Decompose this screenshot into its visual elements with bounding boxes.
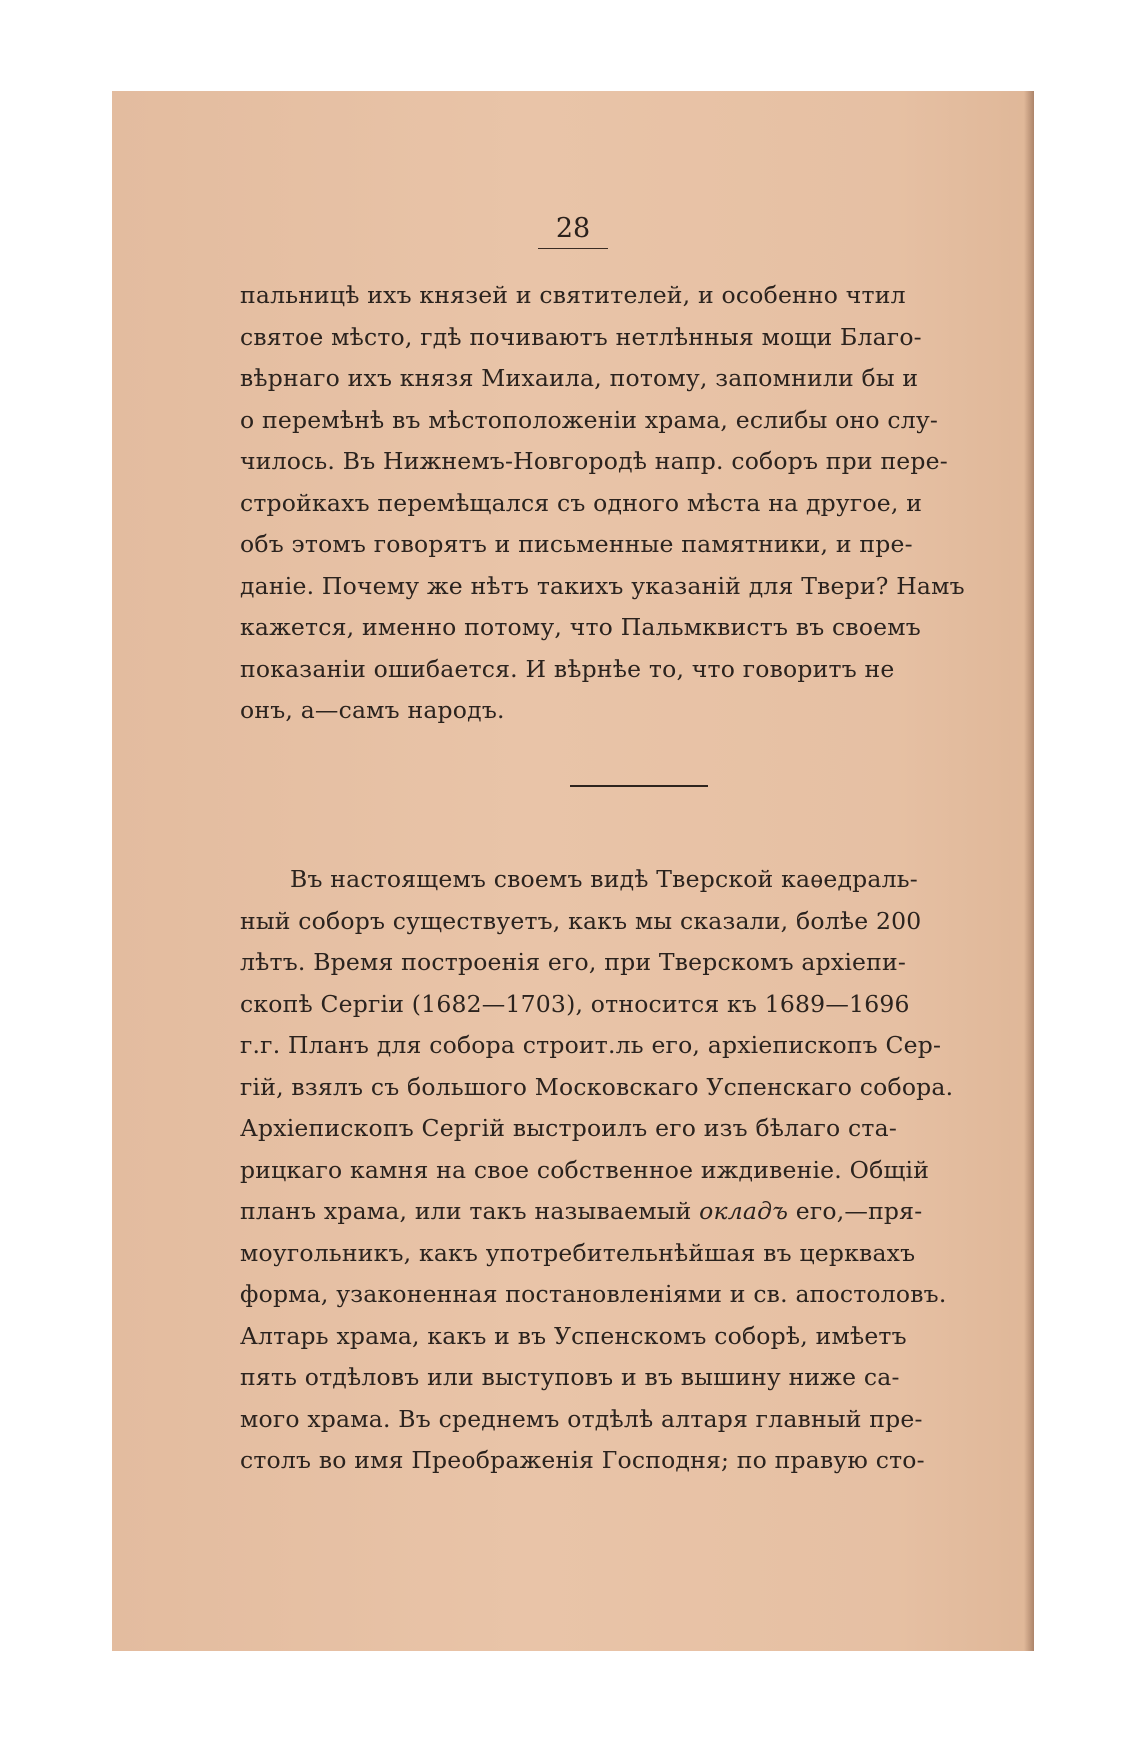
text-line: о перемѣнѣ въ мѣстоположеніи храма, еслибы оно слу- [240, 405, 939, 434]
text-line: столъ во имя Преображенія Господня; по правую сто- [240, 1446, 925, 1474]
text-line: лѣтъ. Время построенія его, при Тверскомъ архіепи- [240, 948, 907, 976]
italic-term: окладъ [699, 1197, 789, 1225]
scanned-page [112, 91, 1034, 1651]
text-line: пальницѣ ихъ князей и святителей, и особенно чтил [240, 281, 906, 309]
top-paragraph [240, 275, 1030, 732]
text-line: даніе. Почему же нѣтъ такихъ указаній для Твери? Намъ [240, 571, 965, 600]
bottom-paragraph [240, 859, 1030, 1482]
text-line: рицкаго камня на свое собственное иждивеніе. Общій [240, 1155, 930, 1184]
text-line: Алтарь храма, какъ и въ Успенскомъ соборѣ, имѣетъ [240, 1321, 907, 1350]
text-line: кажется, именно потому, что Пальмквистъ въ своемъ [240, 613, 921, 641]
text-line: скопѣ Сергіи (1682—1703), относится къ 1689—1696 [240, 989, 910, 1018]
text-line: мого храма. Въ среднемъ отдѣлѣ алтаря главный пре- [240, 1404, 923, 1433]
text-line [240, 1191, 1030, 1233]
text-line: святое мѣсто, гдѣ почиваютъ нетлѣнныя мощи Благо- [240, 322, 922, 351]
text-line: Въ настоящемъ своемъ видѣ Тверской каѳедраль- [290, 865, 918, 893]
text-line: ный соборъ существуетъ, какъ мы сказали, болѣе 200 [240, 906, 922, 935]
section-divider [570, 785, 708, 787]
text-line: объ этомъ говорятъ и письменные памятники, и пре- [240, 530, 913, 558]
text-line: чилось. Въ Нижнемъ-Новгородѣ напр. соборъ при пере- [240, 447, 948, 475]
text-line: Архіепископъ Сергій выстроилъ его изъ бѣлаго ста- [240, 1114, 897, 1142]
text-line: вѣрнаго ихъ князя Михаила, потому, запомнили бы и [240, 364, 919, 392]
text-segment: планъ храма, или такъ называемый [240, 1197, 692, 1225]
text-line: гій, взялъ съ большого Московскаго Успенскаго собора. [240, 1072, 954, 1101]
text-line: пять отдѣловъ или выступовъ и въ вышину ниже са- [240, 1363, 900, 1391]
text-line: моугольникъ, какъ употребительнѣйшая въ церквахъ [240, 1238, 916, 1267]
text-line: показаніи ошибается. И вѣрнѣе то, что говоритъ не [240, 654, 895, 683]
page-header [112, 213, 1034, 249]
text-line: стройкахъ перемѣщался съ одного мѣста на другое, и [240, 488, 923, 517]
text-line: г.г. Планъ для собора строит.ль его, архіепископъ Сер- [240, 1031, 942, 1059]
text-line: онъ, а—самъ народъ. [240, 696, 505, 724]
text-segment: его,—пря- [795, 1197, 923, 1225]
text-line: форма, узаконенная постановленіями и св. апостоловъ. [240, 1280, 947, 1308]
page-number: 28 [538, 213, 608, 249]
